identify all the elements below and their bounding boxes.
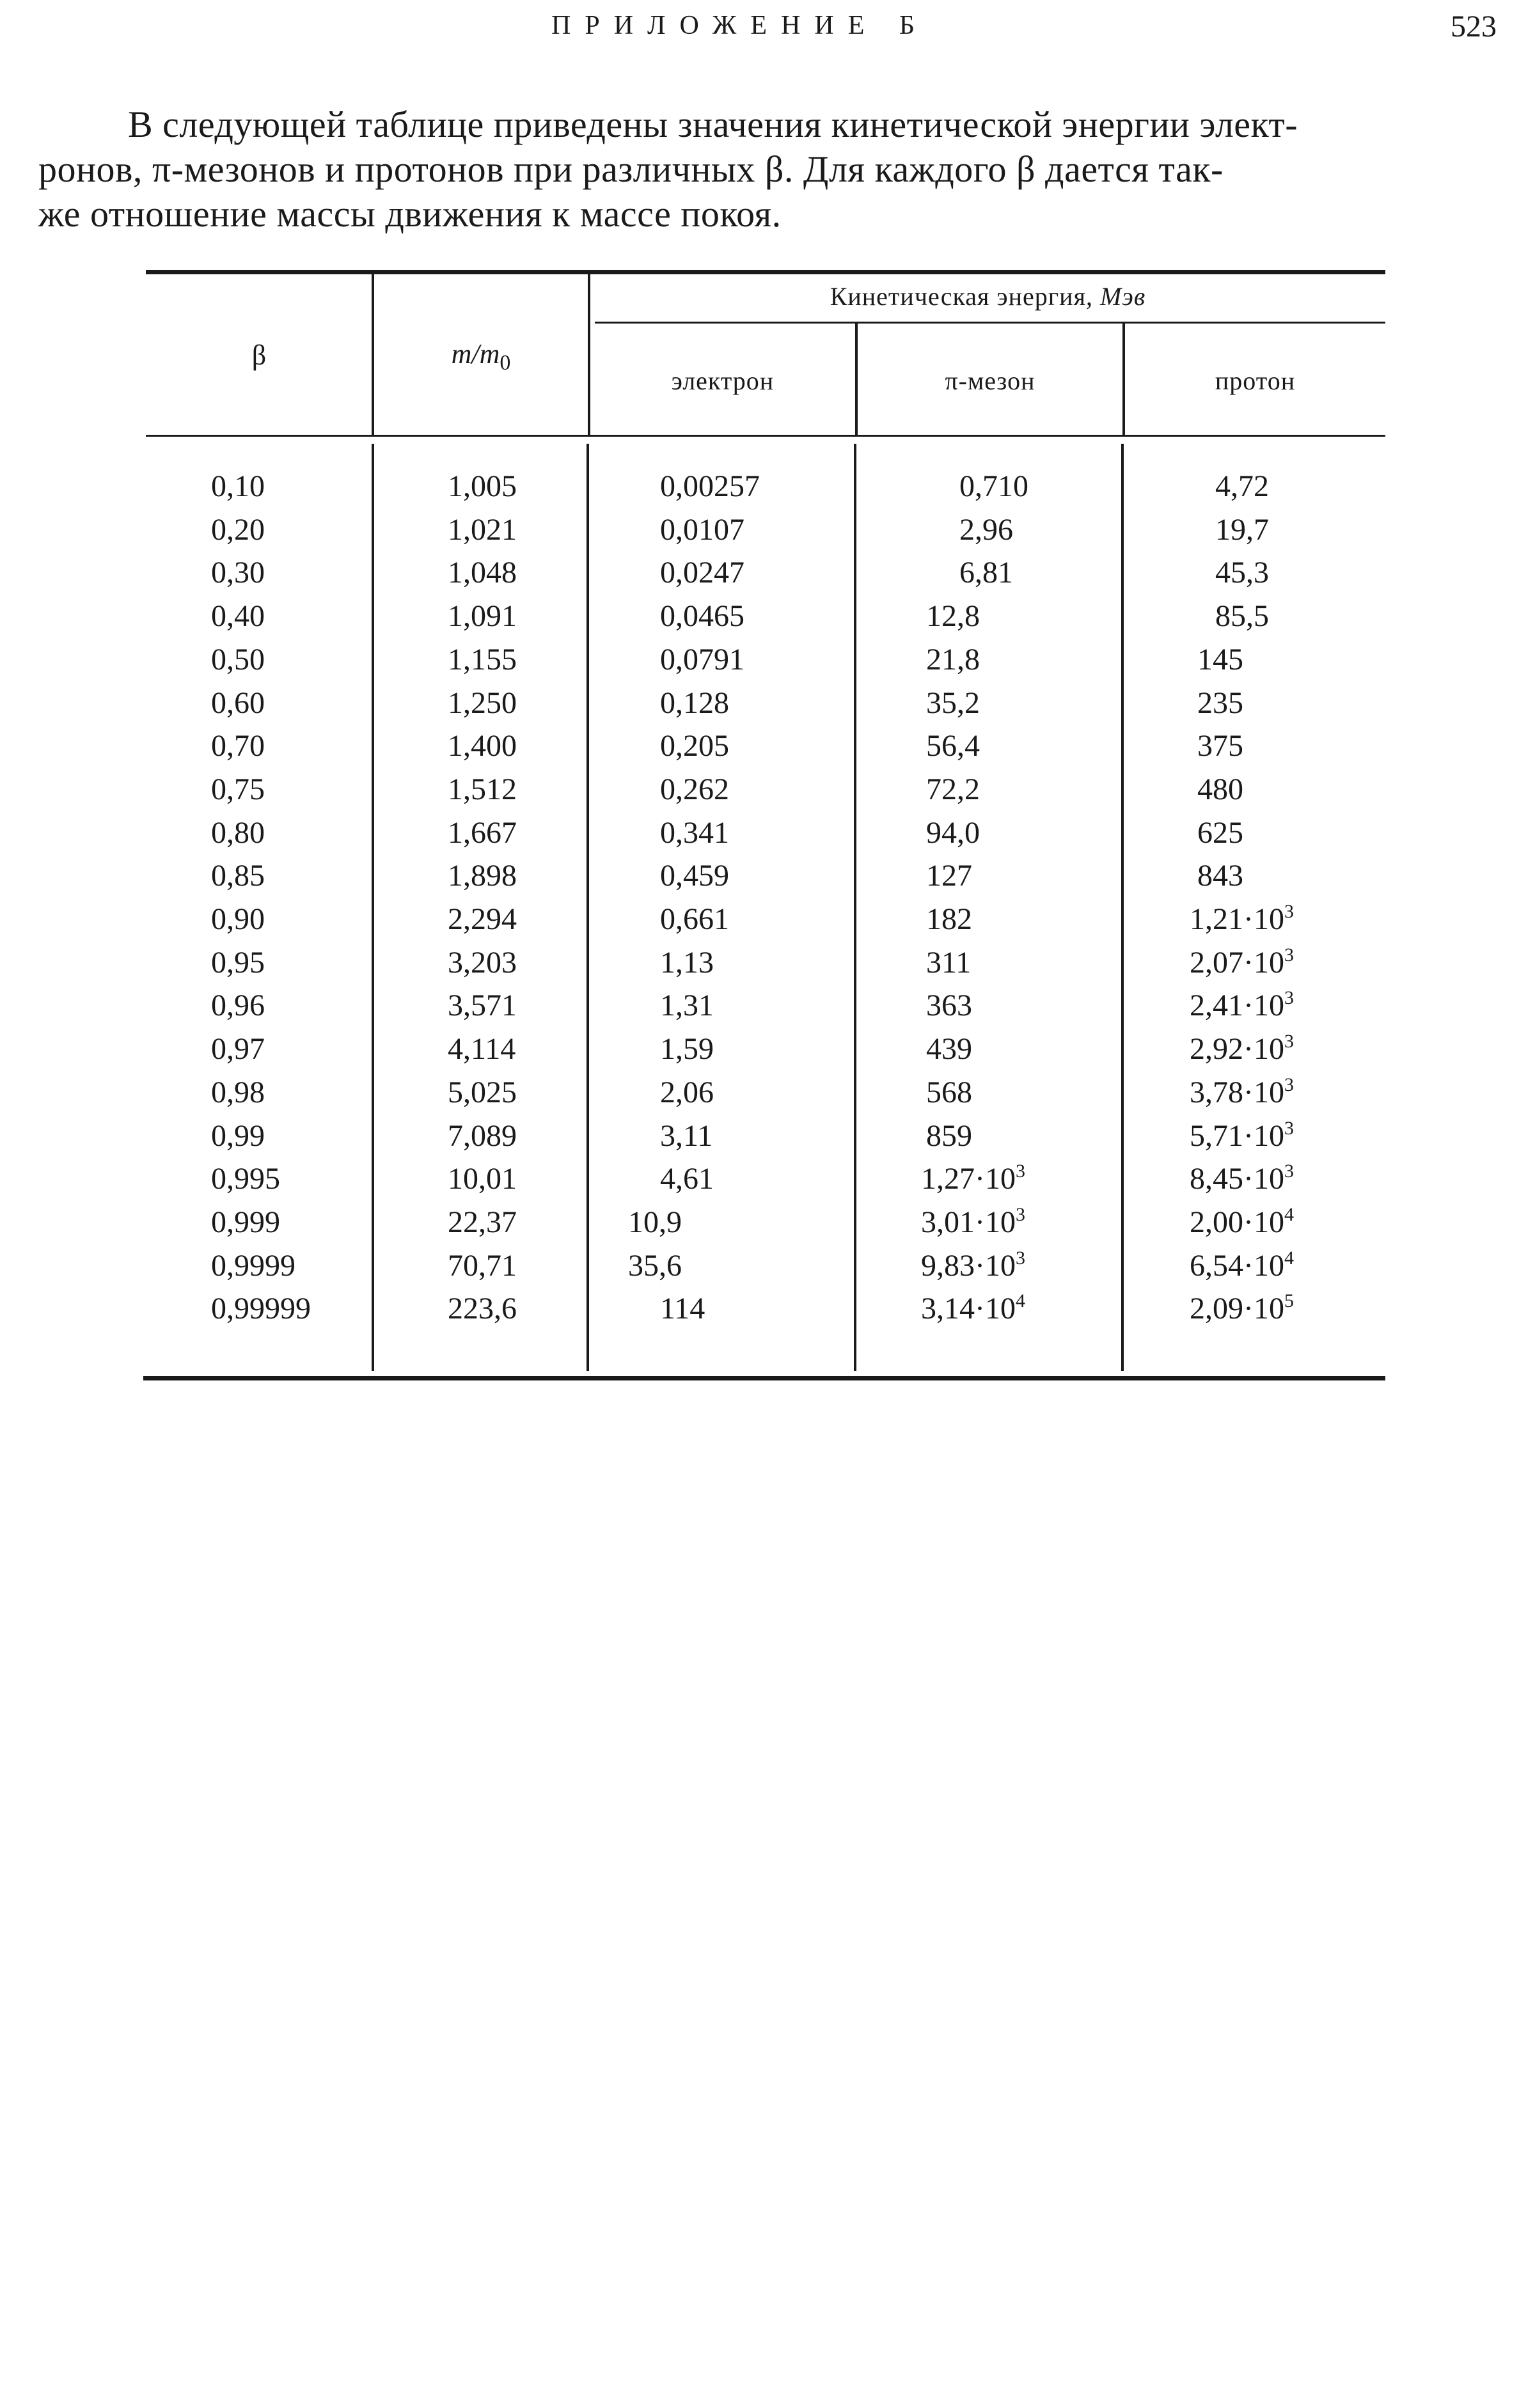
cell-proton-value: 2,92·10 (1190, 1032, 1284, 1066)
cell-mass-ratio-value: 10,01 (448, 1162, 517, 1196)
cell-mass-ratio (448, 858, 517, 893)
cell-beta-value: 0,40 (211, 599, 265, 633)
table-top-rule (146, 270, 1385, 274)
cell-beta-value: 0,99999 (211, 1292, 311, 1325)
cell-proton (1190, 1205, 1294, 1240)
cell-beta-value: 0,80 (211, 816, 265, 850)
cell-pion (959, 469, 1028, 504)
cell-beta (211, 685, 265, 721)
cell-beta-value: 0,20 (211, 513, 265, 547)
cell-pion (959, 555, 1013, 590)
cell-proton-exponent: 4 (1284, 1247, 1294, 1269)
cell-pion (926, 598, 980, 634)
cell-beta-value: 0,9999 (211, 1249, 295, 1283)
cell-mass-ratio (448, 555, 517, 590)
cell-pion-value: 439 (926, 1032, 972, 1066)
cell-pion-value: 311 (926, 946, 972, 980)
cell-beta-value: 0,50 (211, 643, 265, 676)
cell-electron-value: 1,59 (660, 1032, 714, 1066)
cell-proton (1215, 555, 1269, 590)
cell-beta-value: 0,75 (211, 772, 265, 806)
cell-beta-value: 0,95 (211, 946, 265, 980)
cell-electron (660, 815, 729, 850)
cell-beta (211, 728, 265, 763)
cell-proton-exponent: 3 (1284, 1031, 1294, 1052)
cell-beta (211, 1291, 311, 1326)
cell-pion-value: 21,8 (926, 643, 980, 676)
cell-proton-value: 1,21·10 (1190, 902, 1284, 936)
cell-pion-value: 127 (926, 859, 972, 893)
running-header-title: ПРИЛОЖЕНИЕ Б (551, 11, 929, 40)
cell-proton-exponent: 5 (1284, 1290, 1294, 1311)
cell-beta (211, 945, 265, 980)
cell-pion-value: 94,0 (926, 816, 980, 850)
cell-pion-value: 3,01·10 (921, 1205, 1016, 1239)
cell-mass-ratio (448, 772, 517, 807)
cell-electron (660, 988, 714, 1023)
cell-proton-exponent: 3 (1284, 987, 1294, 1008)
cell-beta (211, 815, 265, 850)
cell-mass-ratio-value: 4,114 (448, 1032, 516, 1066)
cell-pion-value: 2,96 (959, 513, 1013, 547)
cell-proton-value: 2,07·10 (1190, 946, 1284, 980)
cell-electron (660, 555, 744, 590)
cell-electron (660, 1161, 714, 1196)
cell-mass-ratio (448, 598, 517, 634)
cell-pion (926, 815, 980, 850)
cell-mass-ratio (448, 1205, 517, 1240)
header-group-label: Кинетическая энергия, (830, 282, 1093, 311)
cell-beta (211, 1161, 280, 1196)
cell-electron (660, 728, 729, 763)
cell-electron (660, 945, 714, 980)
cell-mass-ratio-value: 1,667 (448, 816, 517, 850)
header-proton: протон (1215, 366, 1296, 395)
cell-mass-ratio-value: 1,048 (448, 556, 517, 590)
cell-proton (1190, 1031, 1294, 1067)
cell-pion (926, 902, 972, 937)
cell-electron (660, 1031, 714, 1067)
cell-mass-ratio-value: 22,37 (448, 1205, 517, 1239)
cell-mass-ratio-value: 1,400 (448, 729, 517, 763)
cell-pion-value: 56,4 (926, 729, 980, 763)
cell-pion-exponent: 4 (1015, 1290, 1025, 1311)
cell-mass-ratio (448, 1031, 516, 1067)
cell-mass-ratio (448, 512, 517, 547)
cell-mass-ratio (448, 1248, 517, 1283)
cell-electron (628, 1248, 682, 1283)
cell-mass-ratio-value: 1,250 (448, 686, 517, 720)
cell-pion-value: 0,710 (959, 469, 1028, 503)
table-header-bottom-rule (146, 435, 1385, 437)
cell-pion-value: 3,14·10 (921, 1292, 1016, 1325)
cell-mass-ratio-value: 7,089 (448, 1119, 517, 1153)
cell-beta (211, 1075, 265, 1110)
table-column-divider (1121, 444, 1124, 1371)
cell-beta (211, 1118, 265, 1153)
cell-beta-value: 0,30 (211, 556, 265, 590)
cell-beta-value: 0,995 (211, 1162, 280, 1196)
cell-proton (1190, 1118, 1294, 1153)
cell-proton-value: 5,71·10 (1190, 1119, 1284, 1153)
cell-proton-exponent: 3 (1284, 1118, 1294, 1139)
cell-mass-ratio (448, 815, 517, 850)
cell-pion (926, 1118, 972, 1153)
cell-electron-value: 114 (660, 1292, 705, 1325)
cell-electron (660, 1291, 705, 1326)
cell-electron-value: 35,6 (628, 1249, 682, 1283)
cell-proton-value: 2,41·10 (1190, 989, 1284, 1022)
cell-proton-value: 2,00·10 (1190, 1205, 1284, 1239)
cell-electron-value: 1,31 (660, 989, 714, 1022)
cell-pion-exponent: 3 (1015, 1204, 1025, 1225)
cell-mass-ratio (448, 902, 517, 937)
cell-proton-value: 480 (1197, 772, 1243, 806)
cell-beta-value: 0,70 (211, 729, 265, 763)
header-mass-ratio-sub: 0 (500, 350, 511, 375)
cell-proton-value: 625 (1197, 816, 1243, 850)
cell-proton-exponent: 3 (1284, 901, 1294, 922)
cell-beta-value: 0,85 (211, 859, 265, 893)
cell-electron-value: 0,128 (660, 686, 729, 720)
cell-mass-ratio (448, 728, 517, 763)
header-pion: π-мезон (945, 366, 1035, 395)
cell-proton-value: 8,45·10 (1190, 1162, 1284, 1196)
cell-mass-ratio-value: 1,898 (448, 859, 517, 893)
cell-mass-ratio (448, 945, 517, 980)
cell-electron-value: 0,459 (660, 859, 729, 893)
cell-electron-value: 0,0247 (660, 556, 744, 590)
cell-pion-exponent: 3 (1015, 1161, 1025, 1182)
cell-proton-value: 85,5 (1215, 599, 1269, 633)
cell-mass-ratio-value: 223,6 (448, 1292, 517, 1325)
cell-beta-value: 0,60 (211, 686, 265, 720)
cell-electron (660, 858, 729, 893)
cell-beta-value: 0,90 (211, 902, 265, 936)
cell-pion (959, 512, 1013, 547)
cell-electron-value: 0,205 (660, 729, 729, 763)
table-group-rule (595, 322, 1385, 324)
cell-electron (660, 685, 729, 721)
cell-proton (1197, 728, 1243, 763)
cell-pion-value: 182 (926, 902, 972, 936)
cell-electron-value: 10,9 (628, 1205, 682, 1239)
cell-proton-exponent: 3 (1284, 1161, 1294, 1182)
cell-beta (211, 469, 265, 504)
cell-electron (660, 902, 729, 937)
cell-electron-value: 4,61 (660, 1162, 714, 1196)
header-beta: β (251, 340, 267, 371)
cell-proton (1190, 1248, 1294, 1283)
cell-mass-ratio (448, 1161, 517, 1196)
cell-mass-ratio-value: 1,021 (448, 513, 517, 547)
cell-proton-value: 6,54·10 (1190, 1249, 1284, 1283)
cell-mass-ratio (448, 642, 517, 677)
header-mass-ratio-main: m/m (451, 338, 500, 370)
cell-proton (1197, 858, 1243, 893)
cell-beta (211, 988, 265, 1023)
cell-electron-value: 1,13 (660, 946, 714, 980)
cell-proton (1190, 1075, 1294, 1110)
page-number: 523 (1451, 10, 1497, 43)
header-kinetic-energy-group (590, 281, 1385, 311)
cell-beta (211, 1205, 280, 1240)
cell-beta (211, 858, 265, 893)
cell-beta-value: 0,96 (211, 989, 265, 1022)
cell-pion (926, 685, 980, 721)
cell-mass-ratio (448, 1291, 517, 1326)
table-column-divider (586, 444, 589, 1371)
cell-pion (926, 1031, 972, 1067)
cell-proton-value: 3,78·10 (1190, 1075, 1284, 1109)
cell-mass-ratio (448, 988, 517, 1023)
cell-electron-value: 0,661 (660, 902, 729, 936)
cell-electron (660, 642, 744, 677)
cell-pion-value: 859 (926, 1119, 972, 1153)
cell-electron (660, 772, 729, 807)
cell-mass-ratio-value: 3,571 (448, 989, 517, 1022)
cell-electron (628, 1205, 682, 1240)
cell-proton-value: 2,09·10 (1190, 1292, 1284, 1325)
cell-proton-value: 235 (1197, 686, 1243, 720)
cell-mass-ratio (448, 469, 517, 504)
cell-beta-value: 0,10 (211, 469, 265, 503)
cell-pion-value: 9,83·10 (921, 1249, 1016, 1283)
cell-pion (926, 772, 980, 807)
cell-proton (1190, 945, 1294, 980)
cell-pion-value: 72,2 (926, 772, 980, 806)
cell-proton-value: 45,3 (1215, 556, 1269, 590)
cell-pion-exponent: 3 (1015, 1247, 1025, 1269)
cell-beta (211, 512, 265, 547)
table-bottom-rule (143, 1376, 1385, 1380)
cell-beta-value: 0,99 (211, 1119, 265, 1153)
cell-proton-value: 4,72 (1215, 469, 1269, 503)
cell-proton (1190, 1161, 1294, 1196)
cell-beta (211, 1031, 265, 1067)
cell-beta (211, 555, 265, 590)
cell-proton (1215, 469, 1269, 504)
cell-proton (1215, 598, 1269, 634)
cell-pion-value: 568 (926, 1075, 972, 1109)
cell-proton (1190, 988, 1294, 1023)
cell-proton (1197, 685, 1243, 721)
cell-electron-value: 3,11 (660, 1119, 713, 1153)
cell-pion (921, 1248, 1025, 1283)
cell-pion-value: 1,27·10 (921, 1162, 1016, 1196)
cell-beta (211, 902, 265, 937)
cell-pion (921, 1205, 1025, 1240)
cell-electron-value: 0,0107 (660, 513, 744, 547)
cell-proton (1197, 642, 1243, 677)
cell-pion (926, 728, 980, 763)
table-column-divider (372, 444, 374, 1371)
cell-mass-ratio-value: 5,025 (448, 1075, 517, 1109)
cell-pion (926, 945, 971, 980)
cell-pion (921, 1161, 1025, 1196)
cell-pion (926, 642, 980, 677)
cell-pion-value: 12,8 (926, 599, 980, 633)
cell-mass-ratio-value: 1,155 (448, 643, 517, 676)
cell-proton-value: 375 (1197, 729, 1243, 763)
cell-pion-value: 363 (926, 989, 972, 1022)
cell-mass-ratio-value: 70,71 (448, 1249, 517, 1283)
cell-proton (1215, 512, 1269, 547)
cell-electron (660, 1118, 712, 1153)
cell-electron (660, 1075, 714, 1110)
table-column-divider (854, 444, 856, 1371)
cell-proton (1190, 902, 1294, 937)
cell-electron-value: 0,341 (660, 816, 729, 850)
intro-paragraph (38, 102, 1497, 237)
intro-line: же отношение массы движения к массе покоя. (38, 193, 782, 235)
cell-mass-ratio (448, 685, 517, 721)
intro-line: В следующей таблице приведены значения кинетической энергии элект- (128, 104, 1298, 145)
header-electron: электрон (671, 366, 775, 395)
cell-proton-value: 19,7 (1215, 513, 1269, 547)
cell-pion-value: 35,2 (926, 686, 980, 720)
cell-pion (926, 858, 972, 893)
cell-mass-ratio (448, 1075, 517, 1110)
cell-proton-value: 843 (1197, 859, 1243, 893)
cell-proton-exponent: 3 (1284, 944, 1294, 966)
cell-beta (211, 772, 265, 807)
header-group-unit: Мэв (1099, 282, 1146, 311)
cell-mass-ratio (448, 1118, 517, 1153)
cell-pion-value: 6,81 (959, 556, 1013, 590)
intro-line: ронов, π-мезонов и протонов при различных β. Для каждого β дается так- (38, 148, 1224, 190)
cell-electron-value: 0,0465 (660, 599, 744, 633)
cell-mass-ratio-value: 1,091 (448, 599, 517, 633)
header-mass-ratio (374, 338, 588, 375)
cell-mass-ratio-value: 3,203 (448, 946, 517, 980)
cell-proton-exponent: 3 (1284, 1074, 1294, 1095)
cell-mass-ratio-value: 2,294 (448, 902, 517, 936)
cell-beta (211, 598, 265, 634)
cell-proton (1197, 815, 1243, 850)
cell-beta (211, 642, 265, 677)
cell-mass-ratio-value: 1,512 (448, 772, 517, 806)
cell-pion (921, 1291, 1025, 1326)
cell-electron (660, 598, 744, 634)
cell-proton (1197, 772, 1243, 807)
cell-pion (926, 1075, 972, 1110)
cell-electron-value: 0,0791 (660, 643, 744, 676)
cell-proton-exponent: 4 (1284, 1204, 1294, 1225)
cell-beta-value: 0,97 (211, 1032, 265, 1066)
cell-mass-ratio-value: 1,005 (448, 469, 517, 503)
cell-electron (660, 512, 744, 547)
cell-proton-value: 145 (1197, 643, 1243, 676)
cell-electron (660, 469, 760, 504)
cell-pion (926, 988, 972, 1023)
cell-proton (1190, 1291, 1294, 1326)
cell-electron-value: 0,262 (660, 772, 729, 806)
cell-beta-value: 0,98 (211, 1075, 265, 1109)
cell-electron-value: 0,00257 (660, 469, 760, 503)
cell-beta (211, 1248, 295, 1283)
cell-electron-value: 2,06 (660, 1075, 714, 1109)
cell-beta-value: 0,999 (211, 1205, 280, 1239)
